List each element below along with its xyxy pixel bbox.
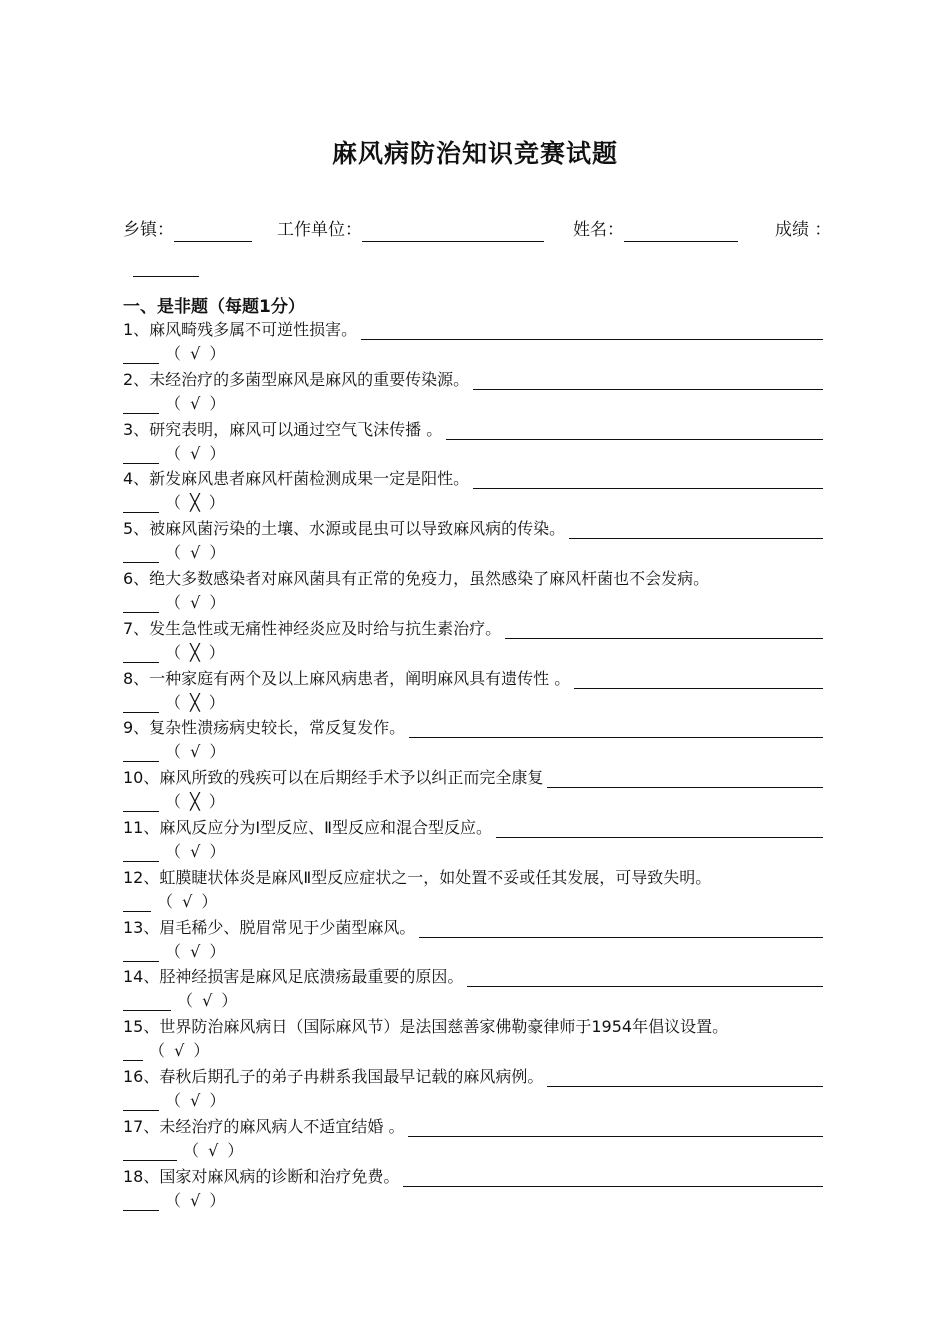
question-item [123, 416, 823, 466]
work-unit-blank[interactable] [362, 223, 544, 242]
question-item [123, 714, 823, 764]
township-field [123, 218, 252, 242]
answer-mark: （ √ ） [165, 841, 228, 861]
answer-mark: （ √ ） [165, 543, 228, 563]
answer-line[interactable] [361, 321, 823, 340]
answer-blank[interactable] [123, 594, 159, 613]
question-item [123, 764, 823, 814]
question-item [123, 864, 823, 914]
answer-mark: （ √ ） [165, 443, 228, 463]
answer-mark: （ ╳ ） [165, 642, 227, 662]
answer-mark: （ ╳ ） [165, 493, 227, 513]
question-list [123, 316, 823, 1212]
answer-mark: （ √ ） [165, 941, 228, 961]
question-item [123, 615, 823, 665]
answer-blank[interactable] [123, 1092, 159, 1111]
answer-mark: （ ╳ ） [165, 792, 227, 812]
section-heading: 一、是非题（每题1分） [123, 297, 305, 317]
answer-mark: （ √ ） [165, 393, 228, 413]
question-text: 1、麻风畸残多属不可逆性损害。 [123, 320, 358, 339]
answer-line[interactable] [409, 719, 823, 738]
answer-blank[interactable] [123, 694, 159, 713]
question-item [123, 515, 823, 565]
question-item [123, 1013, 823, 1063]
question-text: 2、未经治疗的多菌型麻风是麻风的重要传染源。 [123, 369, 470, 389]
answer-mark: （ ╳ ） [165, 692, 227, 712]
question-text: 10、麻风所致的残疾可以在后期经手术予以纠正而完全康复 [123, 768, 544, 788]
answer-line[interactable] [446, 421, 823, 440]
answer-line[interactable] [569, 520, 823, 539]
answer-mark: （ √ ） [165, 742, 228, 762]
answer-blank[interactable] [123, 644, 159, 663]
score-label: 成绩 ： [775, 220, 832, 240]
question-item [123, 565, 823, 615]
answer-blank[interactable] [123, 943, 159, 962]
answer-line[interactable] [408, 1118, 823, 1137]
township-blank[interactable] [174, 223, 252, 242]
name-blank[interactable] [624, 223, 738, 242]
answer-blank[interactable] [123, 1192, 159, 1211]
question-item [123, 1163, 823, 1213]
name-field [573, 218, 738, 242]
answer-blank[interactable] [123, 445, 159, 464]
score-blank[interactable] [133, 258, 199, 277]
question-text: 18、国家对麻风病的诊断和治疗免费。 [123, 1166, 400, 1186]
question-item [123, 316, 823, 366]
answer-line[interactable] [574, 670, 823, 689]
page-title: 麻风病防治知识竞赛试题 [331, 139, 618, 168]
answer-mark: （ √ ） [177, 991, 240, 1011]
question-text: 8、一种家庭有两个及以上麻风病患者，阐明麻风具有遗传性 。 [123, 668, 571, 688]
question-text: 15、世界防治麻风病日（国际麻风节）是法国慈善家佛勒豪律师于1954年倡议设置。 [123, 1017, 729, 1037]
answer-mark: （ √ ） [165, 592, 228, 612]
question-text: 11、麻风反应分为Ⅰ型反应、Ⅱ型反应和混合型反应。 [123, 817, 492, 837]
question-text: 13、眉毛稀少、脱眉常见于少菌型麻风。 [123, 917, 416, 937]
answer-mark: （ √ ） [149, 1041, 212, 1061]
work-unit-field [277, 218, 544, 242]
answer-blank[interactable] [123, 893, 151, 912]
question-item [123, 1113, 823, 1163]
answer-mark: （ √ ） [157, 891, 220, 911]
answer-line[interactable] [505, 620, 823, 639]
question-text: 4、新发麻风患者麻风杆菌检测成果一定是阳性。 [123, 469, 470, 489]
answer-mark: （ √ ） [183, 1140, 246, 1160]
answer-blank[interactable] [123, 743, 159, 762]
township-label: 乡镇： [123, 220, 174, 240]
answer-blank[interactable] [123, 1042, 143, 1061]
answer-blank[interactable] [123, 843, 159, 862]
answer-mark: （ √ ） [165, 1190, 228, 1210]
question-text: 5、被麻风菌污染的土壤、水源或昆虫可以导致麻风病的传染。 [123, 519, 566, 539]
question-text: 3、研究表明，麻风可以通过空气飞沫传播 。 [123, 419, 443, 439]
question-text: 16、春秋后期孔子的弟子冉耕系我国最早记载的麻风病例。 [123, 1066, 544, 1086]
answer-mark: （ √ ） [165, 344, 228, 363]
answer-line[interactable] [496, 819, 823, 838]
question-text: 9、复杂性溃疡病史较长，常反复发作。 [123, 718, 406, 738]
question-item [123, 914, 823, 964]
question-text: 17、未经治疗的麻风病人不适宜结婚 。 [123, 1116, 405, 1136]
question-item [123, 814, 823, 864]
answer-blank[interactable] [123, 395, 159, 414]
question-item [123, 465, 823, 515]
answer-line[interactable] [403, 1168, 823, 1187]
question-item [123, 366, 823, 416]
answer-line[interactable] [467, 968, 823, 987]
name-label: 姓名： [573, 220, 624, 240]
answer-blank[interactable] [123, 793, 159, 812]
question-text: 6、绝大多数感染者对麻风菌具有正常的免疫力，虽然感染了麻风杆菌也不会发病。 [123, 568, 710, 588]
answer-blank[interactable] [123, 494, 159, 513]
answer-mark: （ √ ） [165, 1090, 228, 1110]
answer-line[interactable] [473, 371, 823, 390]
question-item [123, 963, 823, 1013]
answer-blank[interactable] [123, 1142, 177, 1161]
question-text: 7、发生急性或无痛性神经炎应及时给与抗生素治疗。 [123, 618, 502, 638]
work-unit-label: 工作单位： [277, 220, 362, 240]
answer-line[interactable] [547, 1068, 823, 1087]
question-item [123, 665, 823, 715]
answer-blank[interactable] [123, 345, 159, 364]
answer-line[interactable] [547, 769, 823, 788]
question-text: 14、胫神经损害是麻风足底溃疡最重要的原因。 [123, 967, 464, 987]
answer-line[interactable] [473, 470, 823, 489]
answer-blank[interactable] [123, 992, 171, 1011]
score-field [775, 218, 831, 242]
question-item [123, 1063, 823, 1113]
answer-blank[interactable] [123, 544, 159, 563]
answer-line[interactable] [419, 919, 823, 938]
question-text: 12、虹膜睫状体炎是麻风Ⅱ型反应症状之一，如处置不妥或任其发展，可导致失明。 [123, 867, 712, 887]
